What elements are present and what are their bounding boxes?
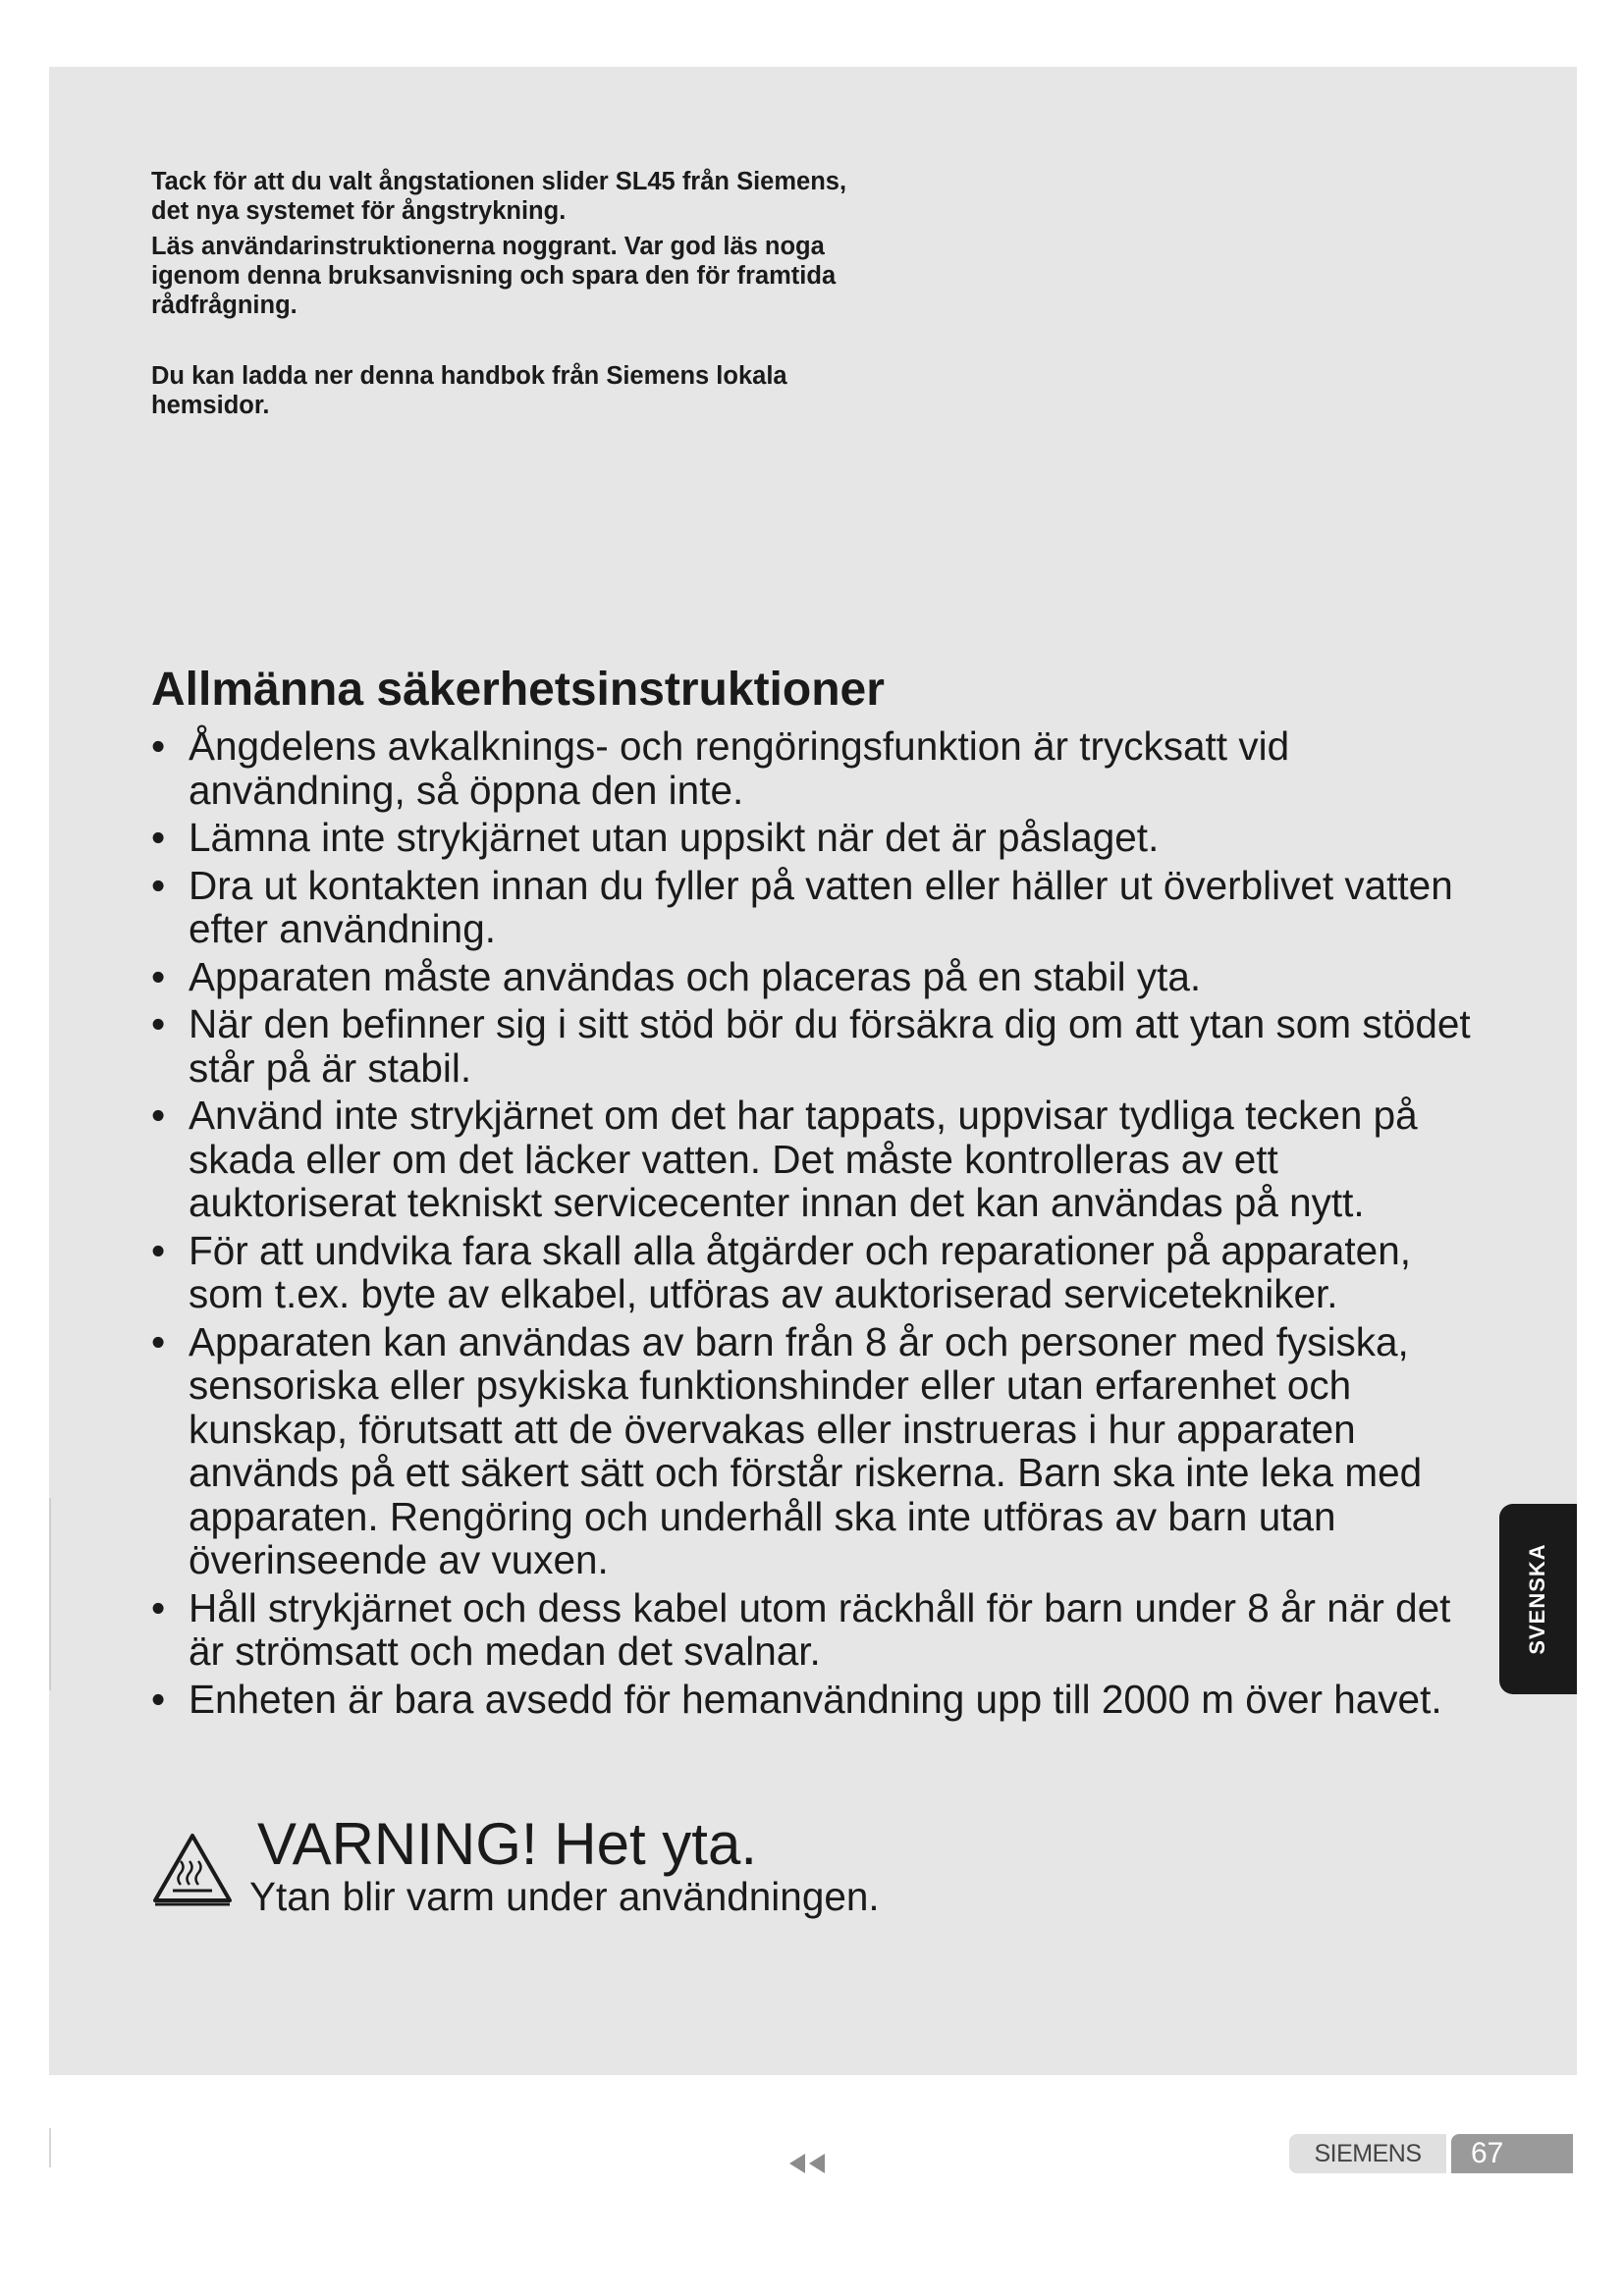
list-item [151,1678,1477,1722]
list-item-text: Använd inte strykjärnet om det har tappats, uppvisar tydliga tecken på skada eller om det läcker vatten. Det måste kontrolleras av ett auktoriserat tekniskt servicecenter innan det kan användas på nytt. [189,1093,1418,1225]
warning-text: Ytan blir varm under användningen. [249,1874,880,1919]
list-item-text: Ångdelens avkalknings- och rengöringsfunktion är trycksatt vid användning, så öppna den inte. [189,723,1290,813]
list-item-text: Lämna inte strykjärnet utan uppsikt när det är påslaget. [189,815,1160,860]
double-left-arrow-icon[interactable] [785,2150,835,2177]
list-item [151,724,1477,812]
bullet-icon: • [151,1318,166,1364]
list-item [151,1586,1477,1674]
page-number: 67 [1451,2134,1573,2173]
list-item-text: När den befinner sig i sitt stöd bör du försäkra dig om att ytan som stödet står på är stabil. [189,1001,1471,1091]
list-item [151,1002,1477,1090]
list-item-text: Apparaten måste användas och placeras på en stabil yta. [189,953,1202,999]
bullet-icon: • [151,1584,166,1630]
warning-title: VARNING! Het yta. [257,1811,758,1877]
bullet-icon: • [151,723,166,769]
intro-paragraph-read-instructions: Läs användarinstruktionerna noggrant. Var god läs noga igenom denna bruksanvisning och spara den för framtida rådfrågning. [151,233,837,319]
bullet-icon: • [151,1001,166,1046]
intro-block [151,167,858,426]
bullet-icon: • [151,1093,166,1138]
intro-paragraph-thanks: Tack för att du valt ångstationen slider SL45 från Siemens, det nya systemet för ångstrykning. [151,168,847,225]
warning-block [151,1812,1035,1930]
list-item [151,864,1477,951]
list-item-text: Apparaten kan användas av barn från 8 år och personer med fysiska, sensoriska eller psykiska funktionshinder eller utan erfarenhet och kunskap, förutsatt att de övervakas eller instrueras i hur apparaten används på ett säkert sätt och förstår riskerna. Barn ska inte leka med apparaten. Rengöring och underhåll ska inte utföras av barn utan överinseende av vuxen. [189,1318,1423,1582]
bullet-icon: • [151,1227,166,1273]
language-tab-label: SVENSKA [1525,1543,1549,1655]
section-title: Allmänna säkerhetsinstruktioner [151,664,885,716]
list-item [151,1320,1477,1582]
footer-brand: SIEMENS [1289,2134,1446,2173]
hot-surface-warning-icon [151,1832,234,1906]
bullet-icon: • [151,862,166,908]
list-item [151,955,1477,999]
bullet-icon: • [151,1676,166,1722]
language-tab [1499,1504,1577,1694]
list-item-text: Enheten är bara avsedd för hemanvändning upp till 2000 m över havet. [189,1676,1442,1722]
bullet-icon: • [151,953,166,999]
list-item-text: Håll strykjärnet och dess kabel utom räckhåll för barn under 8 år när det är strömsatt och medan det svalnar. [189,1584,1451,1674]
list-item [151,1229,1477,1316]
list-item-text: För att undvika fara skall alla åtgärder och reparationer på apparaten, som t.ex. byte av elkabel, utföras av auktoriserad servicetekniker. [189,1227,1411,1316]
list-item-text: Dra ut kontakten innan du fyller på vatten eller häller ut överblivet vatten efter användning. [189,862,1453,951]
safety-instructions-list [151,724,1477,1725]
bullet-icon: • [151,815,166,860]
margin-marker [49,1498,51,1690]
margin-marker-bottom [49,2128,51,2167]
intro-paragraph-download: Du kan ladda ner denna handbok från Siemens lokala hemsidor. [151,362,787,419]
list-item [151,816,1477,860]
list-item [151,1094,1477,1225]
